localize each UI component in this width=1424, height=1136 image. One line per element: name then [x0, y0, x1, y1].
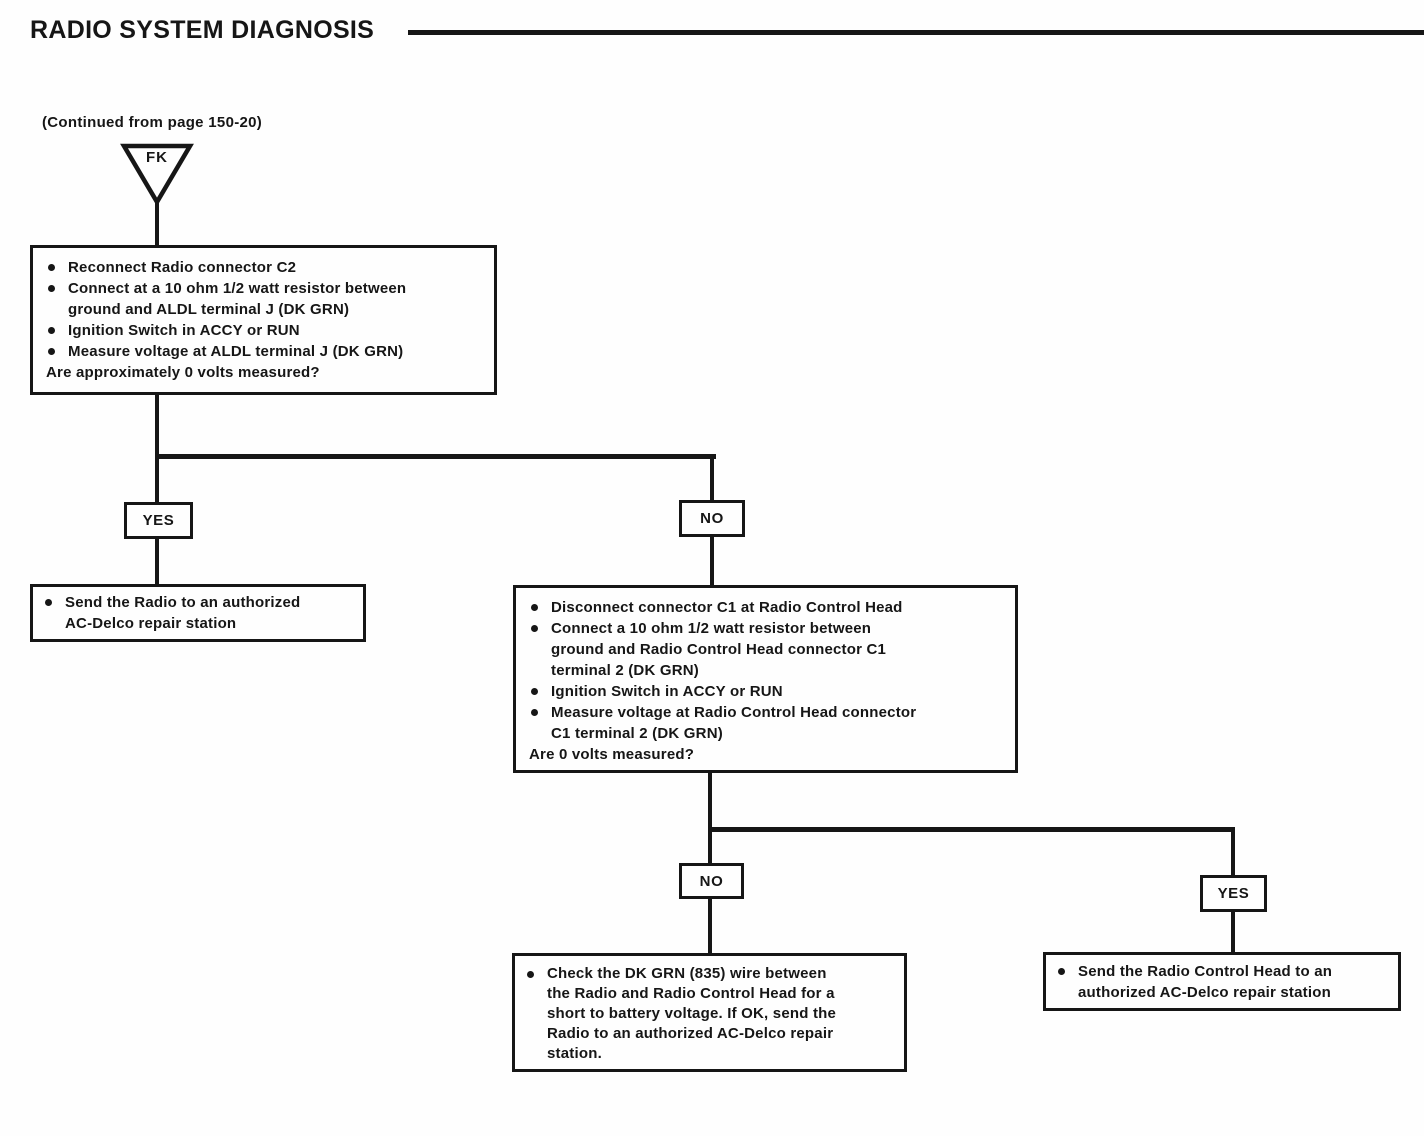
line-branch2-yes-drop — [1231, 827, 1235, 877]
branch2-yes-label: YES — [1200, 875, 1267, 912]
result-radio-repair-box — [30, 584, 366, 642]
step2-box — [513, 585, 1018, 773]
step2-bullet-4 — [529, 702, 1003, 744]
line-no1-to-step2 — [710, 535, 714, 587]
line-yes2-to-result — [1231, 909, 1235, 954]
line-branch2-horizontal — [708, 827, 1235, 832]
bullet-text: Measure voltage at ALDL terminal J (DK GRN) — [68, 343, 404, 360]
bullet-text: Check the DK GRN (835) wire between the Radio and Radio Control Head for a short to battery voltage. If OK, send the Radio to an authorized AC-Delco repair station. — [547, 965, 837, 1062]
bullet-icon — [45, 599, 52, 606]
branch1-yes-label: YES — [124, 502, 193, 539]
result-check-wire-box — [512, 953, 907, 1072]
step2-bullet-2 — [529, 618, 1003, 681]
step1-question: Are approximately 0 volts measured? — [46, 364, 320, 381]
bullet-icon — [531, 625, 538, 632]
result-bullet — [1056, 961, 1388, 1003]
bullet-icon — [48, 285, 55, 292]
continued-note: (Continued from page 150-20) — [42, 114, 263, 131]
result-bullet — [43, 592, 353, 634]
title-rule — [408, 30, 1424, 35]
step1-bullet-1 — [46, 257, 482, 278]
bullet-icon — [531, 688, 538, 695]
step2-bullet-3 — [529, 681, 1003, 702]
bullet-text: Ignition Switch in ACCY or RUN — [68, 322, 300, 339]
bullet-icon — [531, 709, 538, 716]
step1-box — [30, 245, 497, 395]
bullet-text: Disconnect connector C1 at Radio Control Head — [551, 599, 903, 616]
bullet-text: Send the Radio Control Head to an authorized AC-Delco repair station — [1078, 963, 1333, 1001]
branch1-no-label: NO — [679, 500, 745, 537]
line-connector-to-step1 — [155, 202, 159, 247]
step1-bullet-2 — [46, 278, 482, 320]
bullet-icon — [48, 348, 55, 355]
bullet-icon — [48, 264, 55, 271]
step1-bullet-4 — [46, 341, 482, 362]
line-branch2-no-drop — [708, 827, 712, 865]
connector-label: FK — [146, 149, 168, 166]
bullet-text: Send the Radio to an authorized AC-Delco repair station — [65, 594, 301, 632]
step2-bullet-1 — [529, 597, 1003, 618]
line-no2-to-result — [708, 896, 712, 955]
result-control-head-repair-box — [1043, 952, 1401, 1011]
step1-bullet-3 — [46, 320, 482, 341]
bullet-icon — [48, 327, 55, 334]
line-branch1-horizontal — [155, 454, 716, 459]
branch2-no-label: NO — [679, 863, 744, 899]
bullet-text: Measure voltage at Radio Control Head connector C1 terminal 2 (DK GRN) — [551, 704, 917, 742]
bullet-text: Connect a 10 ohm 1/2 watt resistor between ground and Radio Control Head connector C1 terminal 2 (DK GRN) — [551, 620, 887, 679]
bullet-icon — [1058, 968, 1065, 975]
line-branch1-no-drop — [710, 454, 714, 502]
bullet-icon — [531, 604, 538, 611]
result-bullet — [525, 964, 894, 1064]
step2-question: Are 0 volts measured? — [529, 746, 695, 763]
line-branch1-yes-drop — [155, 454, 159, 504]
line-step1-down — [155, 393, 159, 459]
bullet-text: Connect at a 10 ohm 1/2 watt resistor between ground and ALDL terminal J (DK GRN) — [68, 280, 407, 318]
page-connector — [119, 142, 195, 206]
line-yes1-to-result — [155, 537, 159, 587]
bullet-icon — [527, 971, 534, 978]
page-title: RADIO SYSTEM DIAGNOSIS — [30, 16, 375, 44]
line-step2-down — [708, 771, 712, 832]
bullet-text: Reconnect Radio connector C2 — [68, 259, 297, 276]
bullet-text: Ignition Switch in ACCY or RUN — [551, 683, 783, 700]
